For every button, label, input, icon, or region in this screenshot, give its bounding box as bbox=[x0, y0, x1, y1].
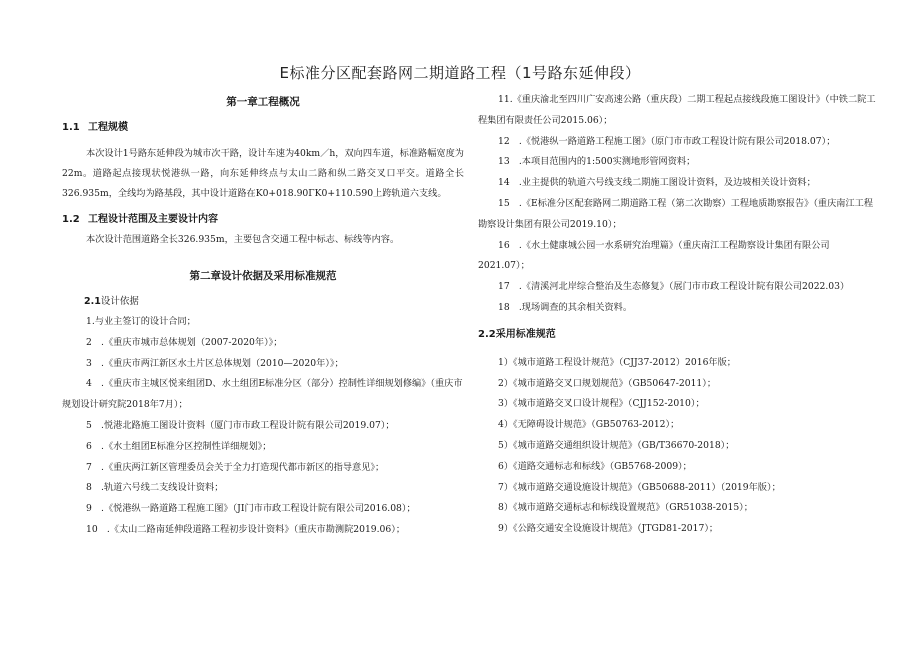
list-item: 9 .《悦港纵一路道路工程施工图》（JI门市市政工程设计院有限公司2016.08）； bbox=[86, 503, 416, 515]
section-1-1-body: 本次设计1号路东延伸段为城市次干路，设计车速为40km／h，双向四车道，标准路幅宽度为22m。道路起点接现状悦港纵一路，向东延伸终点与太山二路和纵二路交叉口平交。道路全长326.935m，全线均为路基段，其中设计道路在K0+018.90ΓK0+110.590上跨轨道六支线。 bbox=[62, 148, 464, 199]
left-column bbox=[62, 88, 464, 541]
list-item: 6）《道路交通标志和标线》（GB5768-2009）； bbox=[498, 460, 692, 472]
list-item: 5 .悦港北路施工图设计资料（厦门市市政工程设计院有限公司2019.07）； bbox=[86, 419, 395, 431]
chapter-2-heading: 第二章设计依据及采用标准规范 bbox=[189, 270, 337, 282]
section-1-1-heading bbox=[62, 118, 464, 138]
section-number: 1.2 bbox=[62, 214, 80, 225]
section-title: 工程规模 bbox=[88, 122, 128, 133]
list-item: 4）《无障碍设计规范》（GB50763-2012）； bbox=[498, 419, 680, 431]
list-item: 16 .《水土健康城公园一水系研究治理篇》（重庆南江工程勘察设计集团有限公司2021.07）； bbox=[478, 239, 830, 272]
section-number: 2.2 bbox=[478, 328, 496, 340]
list-item: 9）《公路交通安全设施设计规范》（JTGD81-2017）； bbox=[498, 523, 719, 535]
list-item: 15 .《E标准分区配套路网二期道路工程（第二次勘察）工程地质勘察报告》（重庆南江工程勘察设计集团有限公司2019.10）； bbox=[478, 197, 874, 230]
section-number: 1.1 bbox=[62, 122, 80, 133]
list-item: 2 .《重庆市城市总体规划（2007-2020年）》； bbox=[86, 336, 283, 348]
section-1-2-body: 本次设计范围道路全长326.935m，主要包含交通工程中标志、标线等内容。 bbox=[86, 234, 400, 245]
section-title: 工程设计范围及主要设计内容 bbox=[88, 214, 218, 225]
list-item: 17 .《清溪河北岸综合整治及生态修复》（展门市市政工程设计院有限公司2022.03） bbox=[498, 281, 850, 293]
document-title: E标准分区配套路网二期道路工程（1号路东延伸段） bbox=[279, 64, 641, 82]
list-item: 18 .现场调查的其余相关资料。 bbox=[498, 301, 633, 313]
right-column bbox=[478, 90, 878, 540]
list-item: 8 .轨道六号线二支线设计资料； bbox=[86, 482, 224, 494]
section-1-2-heading bbox=[62, 210, 464, 230]
section-number: 2.1 bbox=[84, 296, 101, 307]
standards-list bbox=[478, 353, 878, 540]
list-item: 2）《城市道路交叉口规划规范》（GB50647-2011）； bbox=[498, 377, 717, 389]
list-item: 12 .《悦港纵一路道路工程施工图》（原门市市政工程设计院有限公司2018.07）； bbox=[498, 135, 836, 147]
list-item: 13 .本项目范围内的1:500实测地形管网资料； bbox=[498, 156, 696, 168]
section-title: 设计依据 bbox=[100, 296, 139, 307]
list-item: 10 .《太山二路南延伸段道路工程初步设计资料》（重庆市勘测院2019.06）； bbox=[86, 523, 406, 535]
list-item: 14 .业主提供的轨道六号线支线二期施工图设计资料，及边坡相关设计资料； bbox=[498, 177, 816, 189]
list-item: 8）《城市道路交通标志和标线设置规范》（GR51038-2015）； bbox=[498, 502, 753, 514]
section-title: 采用标准规范 bbox=[495, 328, 556, 340]
list-item: 5）《城市道路交通组织设计规范》（GB/T36670-2018）； bbox=[498, 439, 735, 451]
section-2-1-heading bbox=[62, 292, 464, 312]
list-item: 7）《城市道路交通设施设计规范》（GB50688-2011）（2019年版）； bbox=[498, 481, 781, 493]
list-item: 6 .《水土组团E标准分区控制性详细规划》； bbox=[86, 440, 272, 452]
chapter-1-heading: 第一章工程概况 bbox=[226, 96, 300, 108]
list-item: 1）《城市道路工程设计规范》（CJJ37-2012）2016年版； bbox=[498, 356, 736, 368]
list-item: 11.《重庆渝北至四川广安高速公路（重庆段）二期工程起点接线段施工图设计》（中铁二院工程集团有限责任公司2015.06）； bbox=[478, 94, 876, 126]
list-item: 1.与业主签订的设计合同； bbox=[86, 316, 196, 327]
list-item: 3 .《重庆市两江新区水土片区总体规划（2010—2020年）》； bbox=[86, 357, 344, 369]
list-item: 4 .《重庆市主城区悦来组团D、水土组团E标准分区（部分）控制性详细规划修编》（重庆市规划设计研究院2018年7月）； bbox=[62, 378, 463, 411]
list-item: 3）《城市道路交叉口设计规程》（CJJ152-2010）； bbox=[498, 398, 705, 410]
list-item: 7 .《重庆两江新区管理委员会关于全力打造现代都市新区的指导意见》； bbox=[86, 461, 385, 473]
section-2-2-heading bbox=[478, 325, 878, 345]
